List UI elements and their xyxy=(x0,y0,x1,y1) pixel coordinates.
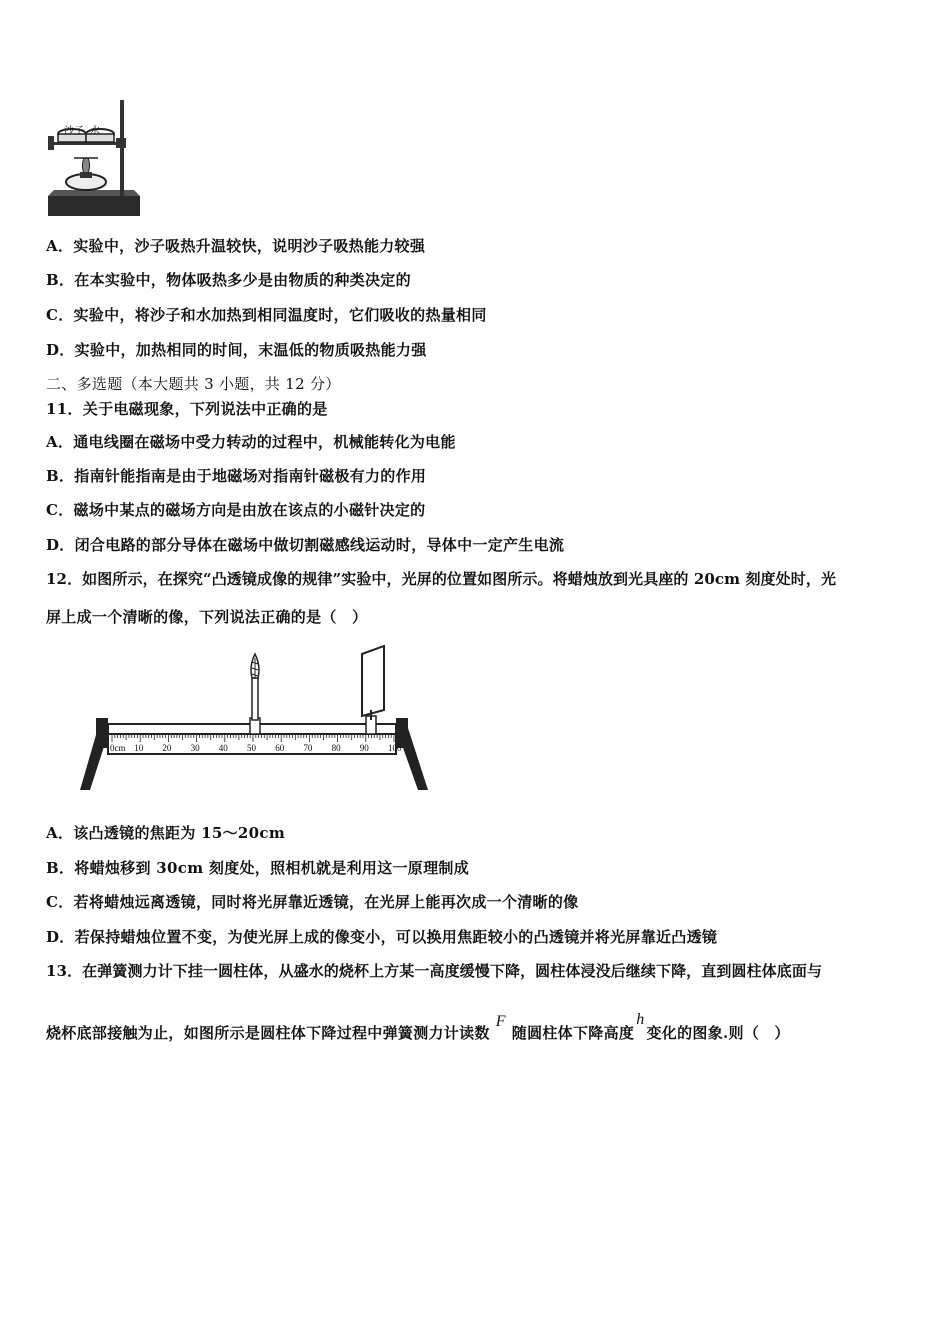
ruler-label: 10 xyxy=(134,743,144,753)
q11-stem: 11．关于电磁现象，下列说法中正确的是 xyxy=(46,400,328,418)
section-heading: 二、多选题（本大题共 3 小题，共 12 分） xyxy=(46,375,341,393)
q13-text-b: 随圆柱体下降高度 xyxy=(511,1024,635,1042)
q11-option-c: C．磁场中某点的磁场方向是由放在该点的小磁针决定的 xyxy=(46,501,426,519)
variable-F: F xyxy=(495,1013,506,1030)
ruler-label: 60 xyxy=(275,743,285,753)
q11-option-d: D．闭合电路的部分导体在磁场中做切割磁感线运动时，导体中一定产生电流 xyxy=(46,536,565,554)
q13-stem-line2 xyxy=(46,1011,790,1043)
ruler-label: 20 xyxy=(162,743,172,753)
q12-option-a: A．该凸透镜的焦距为 15～20cm xyxy=(46,824,286,842)
q13-text-a: 烧杯底部接触为止，如图所示是圆柱体下降过程中弹簧测力计读数 xyxy=(46,1024,490,1042)
heating-apparatus-figure xyxy=(44,98,144,220)
q12-option-b: B．将蜡烛移到 30cm 刻度处，照相机就是利用这一原理制成 xyxy=(46,859,470,877)
ruler-label: 100 xyxy=(388,743,402,753)
q10-option-d: D．实验中，加热相同的时间，末温低的物质吸热能力强 xyxy=(46,341,427,359)
label-water: 水 xyxy=(90,126,100,137)
q12-stem-line1: 12．如图所示，在探究“凸透镜成像的规律”实验中，光屏的位置如图所示。将蜡烛放到光具座的 20cm 刻度处时，光 xyxy=(46,570,837,588)
ruler-label: 70 xyxy=(303,743,313,753)
variable-h: h xyxy=(636,1011,645,1028)
q10-option-a: A．实验中，沙子吸热升温较快，说明沙子吸热能力较强 xyxy=(46,237,426,255)
q12-option-d: D．若保持蜡烛位置不变，为使光屏上成的像变小，可以换用焦距较小的凸透镜并将光屏靠近凸透镜 xyxy=(46,928,718,946)
ruler-label: 50 xyxy=(247,743,256,753)
q10-option-b: B．在本实验中，物体吸热多少是由物质的种类决定的 xyxy=(46,271,411,289)
q13-stem-line1: 13．在弹簧测力计下挂一圆柱体，从盛水的烧杯上方某一高度缓慢下降，圆柱体浸没后继续下降，直到圆柱体底面与 xyxy=(46,962,823,980)
ruler-label: 40 xyxy=(218,743,228,753)
optical-bench-figure xyxy=(78,640,438,795)
label-sand: 沙子 xyxy=(64,126,84,137)
ruler-labels xyxy=(78,640,438,795)
ruler-label: 80 xyxy=(331,743,341,753)
q11-option-b: B．指南针能指南是由于地磁场对指南针磁极有力的作用 xyxy=(46,467,427,485)
q12-stem-line2: 屏上成一个清晰的像，下列说法正确的是（ ） xyxy=(46,608,368,626)
ruler-label: 30 xyxy=(190,743,200,753)
q10-option-c: C．实验中，将沙子和水加热到相同温度时，它们吸收的热量相同 xyxy=(46,306,487,324)
q12-option-c: C．若将蜡烛远离透镜，同时将光屏靠近透镜，在光屏上能再次成一个清晰的像 xyxy=(46,893,579,911)
q11-option-a: A．通电线圈在磁场中受力转动的过程中，机械能转化为电能 xyxy=(46,433,456,451)
ruler-label: 90 xyxy=(359,743,369,753)
q13-text-c: 变化的图象.则（ ） xyxy=(646,1024,790,1042)
ruler-label: 0cm xyxy=(110,743,126,753)
